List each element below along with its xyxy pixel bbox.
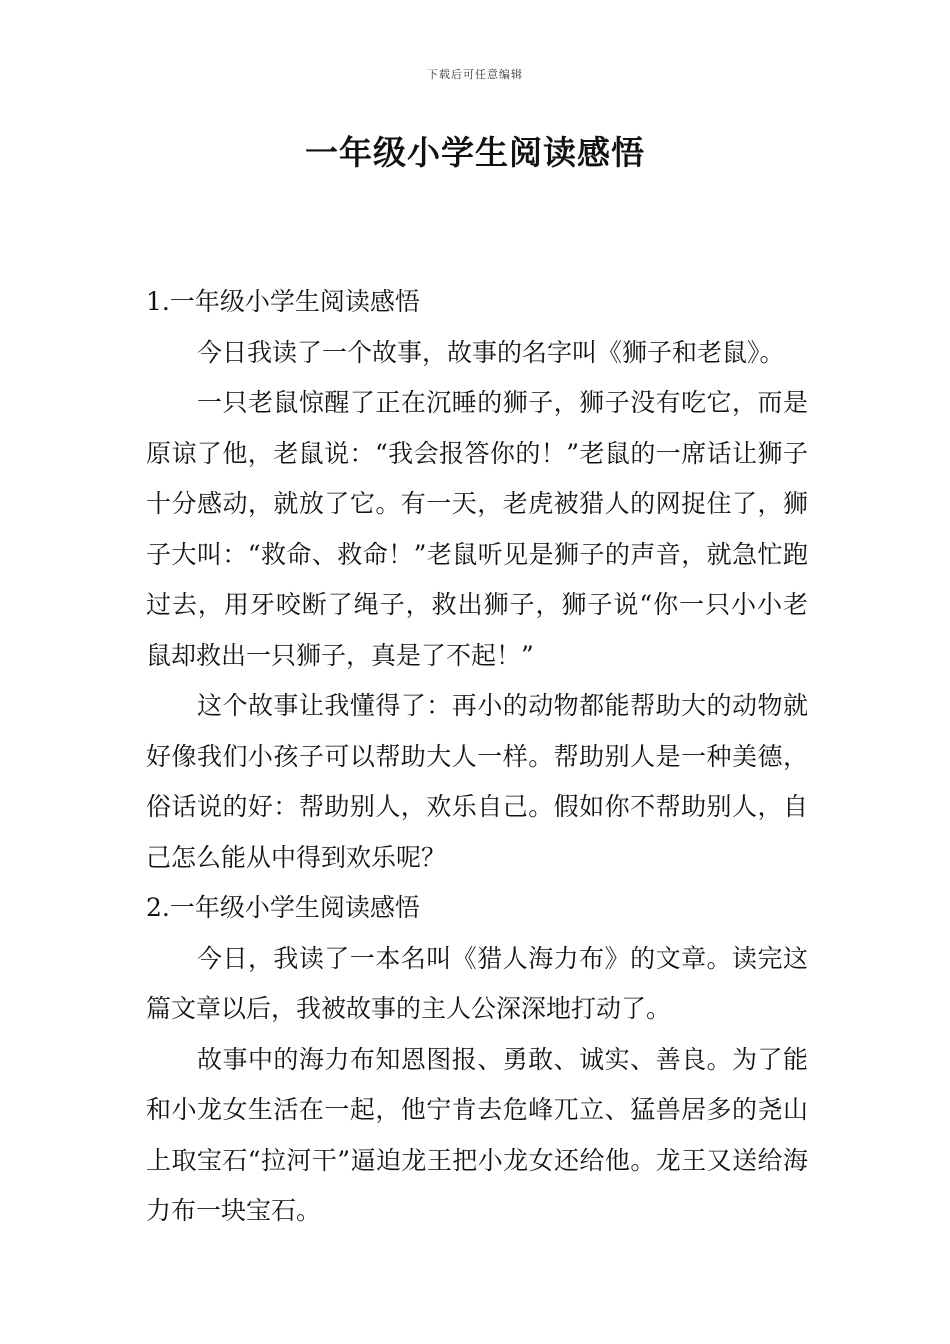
- section-1-heading: 1.一年级小学生阅读感悟: [146, 287, 420, 316]
- section-1-paragraph-3: 这个故事让我懂得了：再小的动物都能帮助大的动物就好像我们小孩子可以帮助大人一样。帮助别人是一种美德，俗话说的好：帮助别人，欢乐自己。假如你不帮助别人，自己怎么能从中得到欢乐呢？: [146, 691, 808, 872]
- section-1-paragraph-1: 今日我读了一个故事，故事的名字叫《狮子和老鼠》。: [197, 337, 785, 367]
- header-note: 下载后可任意编辑: [427, 68, 523, 81]
- document-body: [146, 277, 808, 1237]
- section-2-paragraph-2: 故事中的海力布知恩图报、勇敢、诚实、善良。为了能和小龙女生活在一起，他宁肯去危峰兀立、猛兽居多的尧山上取宝石“拉河干”逼迫龙王把小龙女还给他。龙王又送给海力布一块宝石。: [146, 1044, 808, 1225]
- section-1-paragraph-2: 一只老鼠惊醒了正在沉睡的狮子，狮子没有吃它，而是原谅了他，老鼠说：“我会报答你的！”老鼠的一席话让狮子十分感动，就放了它。有一天，老虎被猎人的网捉住了，狮子大叫：“救命、救命！”老鼠听见是狮子的声音，就急忙跑过去，用牙咬断了绳子，救出狮子，狮子说“你一只小小老鼠却救出一只狮子，真是了不起！”: [146, 388, 808, 670]
- page-title: 一年级小学生阅读感悟: [305, 133, 645, 172]
- section-2-paragraph-1: 今日，我读了一本名叫《猎人海力布》的文章。读完这篇文章以后，我被故事的主人公深深地打动了。: [146, 943, 808, 1023]
- section-2-heading: 2.一年级小学生阅读感悟: [146, 893, 420, 922]
